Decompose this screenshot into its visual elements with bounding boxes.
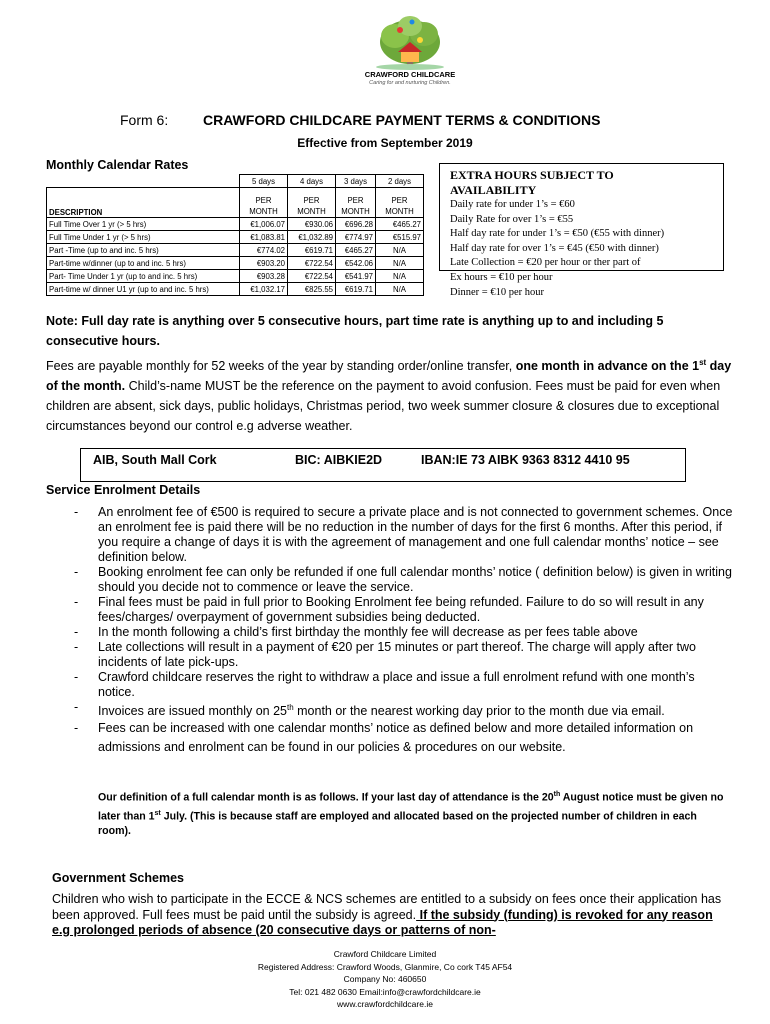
column-header-2-days: 2 days bbox=[376, 175, 424, 188]
row-label: Part -Time (up to and inc. 5 hrs) bbox=[47, 244, 240, 257]
extra-hours-line: Daily rate for under 1’s = €60 bbox=[450, 199, 575, 210]
per-month-header: PER MONTH bbox=[336, 188, 376, 218]
list-item: - Fees can be increased with one calendar months’ notice as defined below and more detailed information on admissions and enrolment can be found in our policies & procedures on our website. bbox=[74, 721, 694, 755]
footer-contact: Tel: 021 482 0630 Email:info@crawfordchildcare.ie bbox=[289, 986, 481, 997]
row-label: Full Time Over 1 yr (> 5 hrs) bbox=[47, 218, 240, 231]
per-month-header: PER MONTH bbox=[240, 188, 288, 218]
table-row bbox=[47, 218, 424, 231]
table-header-row bbox=[47, 175, 424, 188]
fees-advance-emphasis: one month in advance on the 1st day of the month. bbox=[46, 358, 732, 394]
list-item: - Invoices are issued monthly on 25th month or the nearest working day prior to the month due via email. bbox=[74, 700, 665, 719]
extra-hours-line: Half day rate for under 1’s = €50 (€55 with dinner) bbox=[450, 228, 665, 240]
table-row bbox=[47, 257, 424, 270]
rate-cell: €1,032.17 bbox=[240, 283, 288, 296]
per-month-header: PER MONTH bbox=[288, 188, 336, 218]
rate-cell: N/A bbox=[376, 244, 424, 257]
table-row bbox=[47, 283, 424, 296]
rate-cell: N/A bbox=[376, 270, 424, 283]
footer-company-number: Company No: 460650 bbox=[343, 974, 427, 985]
table-row bbox=[47, 231, 424, 244]
extra-hours-line: Dinner = €10 per hour bbox=[450, 286, 544, 298]
list-item: - Final fees must be paid in full prior to Booking Enrolment fee being refunded. Failure to do so will result in any fees/charges/ overpayment of government subsidies being deducted. bbox=[74, 595, 704, 624]
list-item: - In the month following a child’s first birthday the monthly fee will decrease as per fees table above bbox=[74, 625, 638, 639]
rates-table bbox=[46, 174, 424, 296]
list-item: - Crawford childcare reserves the right to withdraw a place and issue a full enrolment refund with one month’s notice. bbox=[74, 670, 695, 699]
rate-cell: €930.06 bbox=[288, 218, 336, 231]
description-header: DESCRIPTION bbox=[47, 188, 240, 218]
rate-cell: €1,006.07 bbox=[240, 218, 288, 231]
extra-hours-title: EXTRA HOURS SUBJECT TO bbox=[450, 168, 614, 182]
rate-cell: €619.71 bbox=[288, 244, 336, 257]
rate-cell: €825.55 bbox=[288, 283, 336, 296]
list-item: - Booking enrolment fee can only be refunded if one full calendar months’ notice ( definition below) is given in writing should you decide not to commence or leave the service. bbox=[74, 565, 732, 594]
row-label: Full Time Under 1 yr (> 5 hrs) bbox=[47, 231, 240, 244]
rate-cell: €903.28 bbox=[240, 270, 288, 283]
footer-website: www.crawfordchildcare.ie bbox=[337, 999, 433, 1010]
monthly-rates-heading: Monthly Calendar Rates bbox=[46, 158, 189, 172]
rate-cell: €774.02 bbox=[240, 244, 288, 257]
rate-cell: N/A bbox=[376, 283, 424, 296]
rate-cell: €541.97 bbox=[336, 270, 376, 283]
government-schemes-heading: Government Schemes bbox=[52, 871, 184, 885]
bank-bic: BIC: AIBKIE2D bbox=[295, 453, 383, 467]
extra-hours-box bbox=[439, 163, 724, 298]
rate-cell: €465.27 bbox=[376, 218, 424, 231]
calendar-month-definition: Our definition of a full calendar month is as follows. If your last day of attendance is the 20th August notice must be given no later than 1st July. (This is because staff are employed and allocated based on the projected number of children in each room). bbox=[98, 791, 724, 838]
table-row bbox=[47, 244, 424, 257]
column-header-5-days: 5 days bbox=[240, 175, 288, 188]
rate-cell: €903.20 bbox=[240, 257, 288, 270]
effective-date: Effective from September 2019 bbox=[297, 136, 473, 150]
rate-cell: €1,032.89 bbox=[288, 231, 336, 244]
page-footer bbox=[0, 948, 770, 1011]
list-item: - An enrolment fee of €500 is required to secure a private place and is not connected to government schemes. Once an enrolment fee is paid there will be no reduction in the number of days for the first 6 months. After this period, if you require a change of days it is with the agreement of management and one full calendar months’ notice – see definition below. bbox=[74, 505, 733, 564]
row-label: Part-time w/ dinner U1 yr (up to and inc. 5 hrs) bbox=[47, 283, 240, 296]
bank-iban: IBAN:IE 73 AIBK 9363 8312 4410 95 bbox=[421, 453, 630, 467]
extra-hours-line: Late Collection = €20 per hour or ther part of bbox=[450, 257, 641, 269]
rate-cell: N/A bbox=[376, 257, 424, 270]
service-enrolment-list bbox=[64, 505, 734, 757]
table-header-row bbox=[47, 188, 424, 218]
footer-company-name: Crawford Childcare Limited bbox=[333, 949, 437, 959]
extra-hours-title: AVAILABILITY bbox=[450, 183, 537, 197]
service-enrolment-heading: Service Enrolment Details bbox=[46, 483, 201, 497]
fees-paragraph: Fees are payable monthly for 52 weeks of the year by standing order/online transfer, one month in advance on the 1st day of the month. Child’s-name MUST be the reference on the payment to avoid confusion. Fees must be paid for even when children are absent, sick days, public holidays, Christmas period, two week summer closure & closures due to exceptional circumstances beyond our control e.g adverse weather. bbox=[46, 358, 732, 434]
bank-name: AIB, South Mall Cork bbox=[93, 453, 217, 467]
extra-hours-line: Daily Rate for over 1’s = €55 bbox=[450, 213, 574, 225]
list-item: - Late collections will result in a payment of €20 per 15 minutes or part thereof. The charge will apply after two incidents of late pick-ups. bbox=[74, 640, 696, 669]
bank-details-box bbox=[80, 448, 686, 482]
government-schemes-text: Children who wish to participate in the ECCE & NCS schemes are entitled to a subsidy on fees once their application has been approved. Full fees must be paid until the subsidy is agreed. If the subsidy (funding) is revoked for any reason e.g prolonged periods of absence (20 consecutive days or patterns of non- bbox=[52, 892, 722, 937]
column-header-3-days: 3 days bbox=[336, 175, 376, 188]
footer-address: Registered Address: Crawford Woods, Glanmire, Co cork T45 AF54 bbox=[257, 961, 513, 972]
subsidy-revoked-emphasis: If the subsidy (funding) is revoked for any reason e.g prolonged periods of absence (20 consecutive days or patterns of non- bbox=[52, 907, 713, 937]
row-label: Part- Time Under 1 yr (up to and inc. 5 hrs) bbox=[47, 270, 240, 283]
logo-tagline: Caring for and nurturing Children. bbox=[369, 80, 451, 86]
table-row bbox=[47, 270, 424, 283]
tree-house-logo-icon bbox=[340, 12, 480, 70]
rate-cell: €722.54 bbox=[288, 257, 336, 270]
form-label: Form 6: bbox=[120, 112, 169, 128]
rate-cell: €696.28 bbox=[336, 218, 376, 231]
rate-note: Note: Full day rate is anything over 5 consecutive hours, part time rate is anything up to and including 5 consecutive hours. bbox=[46, 314, 664, 348]
rate-cell: €619.71 bbox=[336, 283, 376, 296]
extra-hours-line: Half day rate for over 1’s = €45 (€50 with dinner) bbox=[450, 242, 659, 254]
rate-cell: €465.27 bbox=[336, 244, 376, 257]
logo-name: CRAWFORD CHILDCARE bbox=[364, 70, 456, 79]
extra-hours-line: Ex hours = €10 per hour bbox=[450, 271, 553, 283]
column-header-4-days: 4 days bbox=[288, 175, 336, 188]
rate-cell: €515.97 bbox=[376, 231, 424, 244]
rate-cell: €1,083.81 bbox=[240, 231, 288, 244]
rate-cell: €542.06 bbox=[336, 257, 376, 270]
page-title: CRAWFORD CHILDCARE PAYMENT TERMS & CONDITIONS bbox=[203, 112, 601, 128]
per-month-header: PER MONTH bbox=[376, 188, 424, 218]
rate-cell: €774.97 bbox=[336, 231, 376, 244]
company-logo bbox=[340, 12, 480, 92]
rate-cell: €722.54 bbox=[288, 270, 336, 283]
row-label: Part-time w/dinner (up to and inc. 5 hrs) bbox=[47, 257, 240, 270]
